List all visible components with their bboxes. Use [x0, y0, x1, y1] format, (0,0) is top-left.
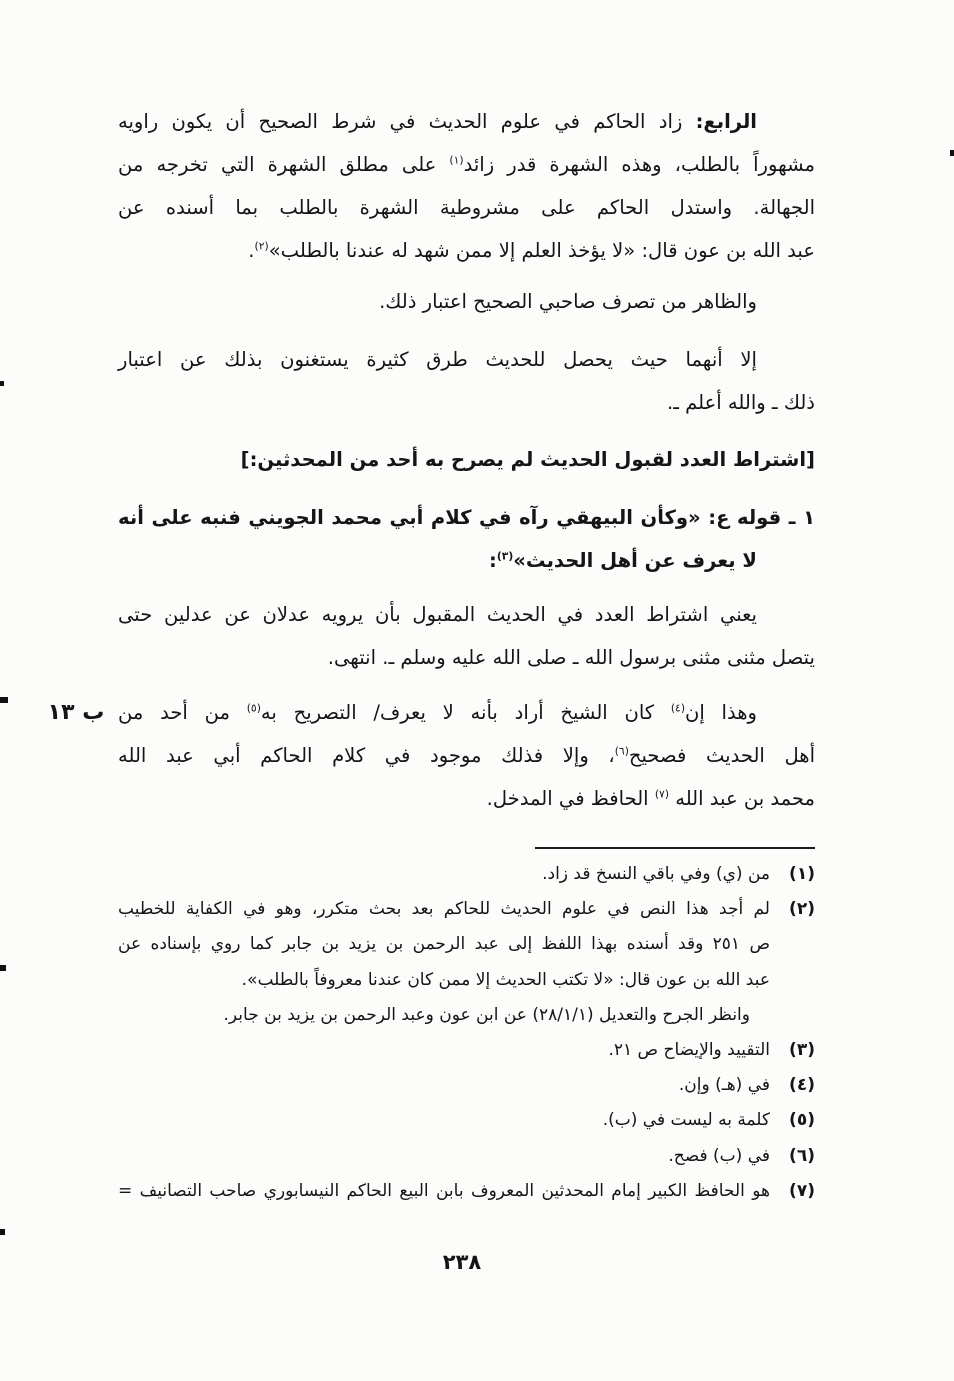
- text-line: [118, 539, 757, 582]
- text-run: ، وإلا فذلك موجود في كلام الحاكم أبي عبد الله: [118, 744, 615, 767]
- text-line: [118, 338, 757, 381]
- text-run: وهذا إن: [685, 701, 757, 724]
- line-text: [489, 539, 757, 582]
- paragraph-sahihayn-practice: [118, 280, 815, 323]
- line-text: لم أجد هذا النص في علوم الحديث للحاكم بعد بحث متكرر، وهو في الكفاية للخطيب: [118, 899, 770, 920]
- footnote-text: [118, 1033, 770, 1068]
- footnote-number: (٥): [789, 1110, 815, 1131]
- text-line: [118, 186, 815, 229]
- footnote-separator: [535, 847, 815, 849]
- footnote-number: (٧): [789, 1180, 815, 1201]
- footnote-text: [118, 857, 770, 892]
- line-text: [118, 100, 757, 143]
- footnote-number: (٦): [789, 1145, 815, 1166]
- footnote: [118, 857, 815, 892]
- text-line: [118, 927, 770, 962]
- text-line: [118, 381, 815, 424]
- footnote-paragraph: [118, 1103, 770, 1138]
- line-text: [667, 381, 815, 424]
- text-line: [118, 1033, 770, 1068]
- footnote: [118, 1174, 815, 1209]
- footnote-ref: (٤): [670, 701, 686, 715]
- text-line: [118, 1174, 770, 1209]
- text-line: [118, 438, 815, 481]
- line-text: [118, 186, 815, 229]
- text-run: كان الشيخ أراد بأنه لا يعرف/ التصريح به: [260, 701, 671, 724]
- text-run: لا يعرف عن أهل الحديث»: [513, 549, 757, 572]
- text-line: [118, 1103, 770, 1138]
- footnote-paragraph: [118, 1033, 770, 1068]
- text-run: :: [489, 549, 497, 572]
- footnote-paragraph: [118, 1174, 770, 1209]
- text-line: [118, 1139, 770, 1174]
- footnote-paragraph: [118, 892, 770, 998]
- text-run: على مطلق الشهرة التي تخرجه من: [118, 153, 450, 176]
- text-line: [118, 998, 750, 1033]
- footnote-ref: (٢): [254, 239, 269, 253]
- text-line: [118, 229, 815, 272]
- page-number: ٢٣٨: [442, 1250, 482, 1274]
- numbered-item-1: [118, 496, 815, 582]
- line-text: [487, 777, 815, 820]
- scan-mark: [0, 1229, 5, 1235]
- text-line: [118, 1068, 770, 1103]
- scan-mark: [0, 697, 8, 703]
- text-run: ذلك ـ والله أعلم ـ.: [666, 391, 815, 414]
- footnote-ref: (٧): [654, 787, 670, 801]
- line-text: كلمة به ليست في (ب).: [602, 1110, 770, 1131]
- line-text: [379, 280, 757, 323]
- footnote-ref: (١): [449, 153, 464, 167]
- paragraph-many-chains: [118, 338, 815, 424]
- text-run: أهل الحديث فصحيح: [628, 744, 815, 767]
- scan-mark: [0, 381, 4, 386]
- footnote-paragraph: [118, 998, 770, 1033]
- text-run: والظاهر من تصرف صاحبي الصحيح اعتبار ذلك.: [379, 290, 757, 313]
- text-line: [118, 857, 770, 892]
- footnote-text: [118, 1068, 770, 1103]
- footnote-ref: (٣): [496, 549, 514, 563]
- text-run: محمد بن عبد الله: [669, 787, 815, 810]
- text-run: الجهالة. واستدل الحاكم على مشروطية الشهرة بالطلب بما أسنده عن: [118, 196, 815, 219]
- text-run: زاد الحاكم في علوم الحديث في شرط الصحيح أن يكون راويه: [118, 110, 696, 133]
- text-run: من أحد من: [117, 701, 247, 724]
- text-run: .: [248, 239, 255, 262]
- text-line: [118, 100, 757, 143]
- line-text: [118, 734, 815, 777]
- text-line: [118, 892, 770, 927]
- footnote-text: [118, 1139, 770, 1174]
- line-text: في (ب) فصح.: [668, 1145, 770, 1166]
- footnote: [118, 1103, 815, 1138]
- footnote-paragraph: [118, 1068, 770, 1103]
- line-text: [118, 496, 815, 539]
- line-text: من (ي) وفي باقي النسخ قد زاد.: [542, 864, 770, 884]
- footnote-paragraph: [118, 857, 770, 892]
- footnote-text: [118, 1174, 770, 1209]
- footnote-ref: (٦): [614, 744, 629, 758]
- footnote-ref: (٥): [246, 701, 261, 715]
- footnote-number: (٢): [789, 899, 815, 920]
- footnote: [118, 1033, 815, 1068]
- footnote: [118, 892, 815, 1033]
- footnotes: [118, 857, 815, 1209]
- line-text: التقييد والإيضاح ص ٢١.: [608, 1040, 770, 1061]
- text-line: [118, 691, 757, 734]
- bold-text: الرابع:: [695, 110, 757, 133]
- line-text: [118, 691, 757, 734]
- line-text: [328, 636, 815, 679]
- text-run: ١ ـ قوله ع: «وكأن البيهقي رآه في كلام أبي محمد الجويني فنبه على أنه: [118, 506, 815, 529]
- line-text: ص ٢٥١ وقد أسنده بهذا اللفظ إلى عبد الرحمن بن يزيد بن جابر كما روي بإسناده عن: [118, 934, 770, 955]
- text-run: [اشتراط العدد لقبول الحديث لم يصرح به أحد من المحدثين:]: [240, 448, 815, 471]
- text-line: [118, 734, 815, 777]
- footnote-paragraph: [118, 1139, 770, 1174]
- text-run: يعني اشتراط العدد في الحديث المقبول بأن يرويه عدلان عن عدلين حتى: [118, 603, 757, 626]
- footnote-text: [118, 892, 770, 1033]
- text-line: [118, 593, 757, 636]
- line-text: [248, 229, 815, 272]
- text-run: مشهوراً بالطلب، وهذه الشهرة قدر زائد: [463, 153, 815, 176]
- text-line: [118, 636, 815, 679]
- text-line: [118, 280, 757, 323]
- line-text: [118, 143, 815, 186]
- main-text: [118, 0, 815, 840]
- text-line: [118, 777, 815, 820]
- text-line: [118, 143, 815, 186]
- footnote-number: (٣): [789, 1040, 815, 1061]
- line-text: في (هـ) وإن.: [678, 1075, 770, 1096]
- line-text: هو الحافظ الكبير إمام المحدثين المعروف بابن البيع الحاكم النيسابوري صاحب التصانيف =: [118, 1180, 770, 1201]
- line-text: [118, 338, 757, 381]
- text-run: عبد الله بن عون قال: «لا يؤخذ العلم إلا ممن شهد له عندنا بالطلب»: [268, 239, 815, 262]
- text-run: يتصل مثنى مثنى برسول الله ـ صلى الله عليه وسلم ـ. انتهى.: [327, 646, 815, 669]
- paragraph-fourth-condition: [118, 100, 815, 272]
- paragraph-explanation: [118, 593, 815, 679]
- footnote-number: (٤): [789, 1075, 815, 1096]
- scan-mark: [0, 965, 6, 971]
- footnote: [118, 1068, 815, 1103]
- text-line: [118, 496, 815, 539]
- section-heading: [118, 438, 815, 481]
- line-text: [118, 593, 757, 636]
- text-run: إلا أنهما حيث يحصل للحديث طرق كثيرة يستغنون بذلك عن اعتبار: [118, 348, 757, 371]
- line-text: عبد الله بن عون قال: «لا تكتب الحديث إلا ممن كان عندنا معروفاً بالطلب».: [241, 969, 770, 990]
- manuscript-folio-marker: ب ١٣: [47, 700, 105, 725]
- text-line: [118, 963, 770, 998]
- footnote: [118, 1139, 815, 1174]
- footnote-text: [118, 1103, 770, 1138]
- line-text: [241, 438, 815, 481]
- footnote-number: (١): [789, 864, 815, 884]
- line-text: وانظر الجرح والتعديل (٢٨/١/١) عن ابن عون وعبد الرحمن بن يزيد بن جابر.: [223, 1004, 750, 1025]
- paragraph-hakim-madkhal: [118, 691, 815, 820]
- text-run: الحافظ في المدخل.: [486, 787, 655, 810]
- scan-mark: [950, 150, 954, 156]
